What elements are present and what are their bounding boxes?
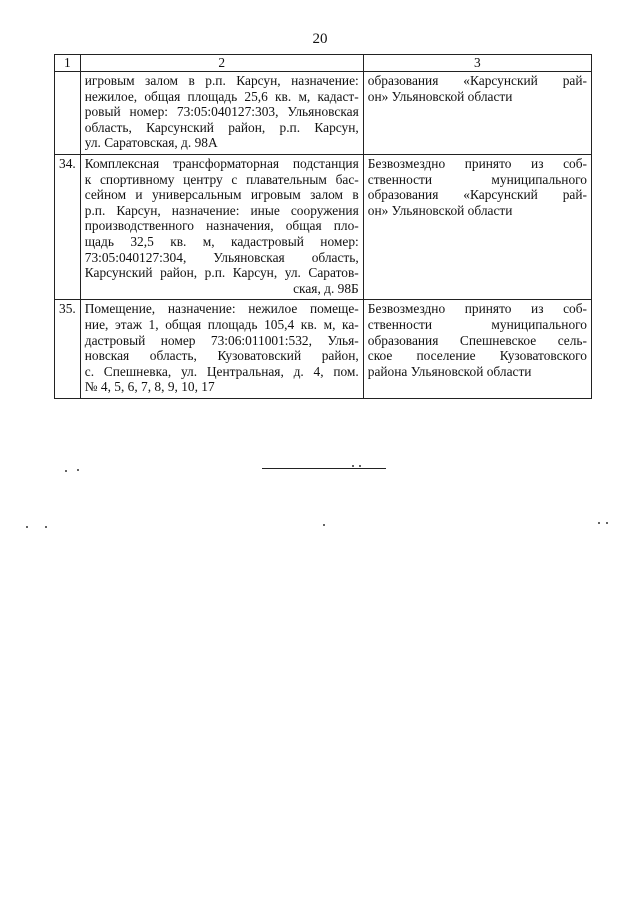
text-line: Безвозмездно принято из соб-	[367, 301, 587, 317]
text-line: ние, этаж 1, общая площадь 105,4 кв. м, ка-	[84, 316, 359, 332]
text-line: нежилое, общая площадь 25,6 кв. м, кадаст-	[84, 88, 359, 104]
text-line: 73:05:040127:304, Ульяновская область,	[84, 249, 359, 265]
text-line: № 4, 5, 6, 7, 8, 9, 10, 17	[84, 379, 215, 395]
scan-speck	[359, 465, 361, 467]
text-line: образования Спешневское сель-	[367, 332, 587, 348]
text-line: ственности муниципального	[367, 171, 587, 187]
table-row	[55, 300, 592, 399]
table-header-row	[55, 55, 592, 72]
scan-speck	[598, 522, 600, 524]
object-description	[80, 72, 363, 155]
text-line: ское поселение Кузоватовского	[367, 348, 587, 364]
text-line: область, Карсунский район, р.п. Карсун,	[84, 119, 359, 135]
text-line: дастровый номер 73:06:011001:532, Улья-	[84, 332, 359, 348]
row-number: 35.	[55, 300, 81, 399]
column-header-object: 2	[80, 55, 363, 72]
scan-speck	[77, 469, 79, 471]
text-line: с. Спешневка, ул. Центральная, д. 4, пом.	[84, 363, 359, 379]
text-line: новская область, Кузоватовский район,	[84, 348, 359, 364]
column-header-basis: 3	[363, 55, 591, 72]
end-of-document-rule	[262, 468, 386, 469]
transfer-basis	[363, 72, 591, 155]
text-line: образования «Карсунский рай-	[367, 73, 587, 88]
scan-speck	[323, 524, 325, 526]
scan-speck	[65, 470, 67, 472]
text-line: ровый номер: 73:05:040127:303, Ульяновская	[84, 104, 359, 120]
scan-speck	[45, 526, 47, 528]
text-line: ул. Саратовская, д. 98А	[84, 135, 218, 151]
table-row	[55, 72, 592, 155]
text-line: р.п. Карсун, назначение: иные сооружения	[84, 202, 359, 218]
text-line: ственности муниципального	[367, 316, 587, 332]
page-number: 20	[312, 31, 328, 47]
text-line: производственного назначения, общая пло-	[84, 218, 359, 234]
table-row	[55, 154, 592, 299]
text-line: игровым залом в р.п. Карсун, назначение:	[84, 73, 359, 88]
text-line: сейном и универсальным игровым залом в	[84, 187, 359, 203]
text-line: щадь 32,5 кв. м, кадастровый номер:	[84, 233, 359, 249]
text-line: ская, д. 98Б	[293, 280, 359, 296]
text-line: к спортивному центру с плавательным бас-	[84, 171, 359, 187]
object-description	[80, 154, 363, 299]
row-number: 34.	[55, 154, 81, 299]
transfer-basis	[363, 300, 591, 399]
scan-speck	[606, 522, 608, 524]
transfer-basis	[363, 154, 591, 299]
column-header-number: 1	[55, 55, 81, 72]
text-line: он» Ульяновской области	[367, 88, 513, 104]
text-line: района Ульяновской области	[367, 363, 532, 379]
text-line: он» Ульяновской области	[367, 202, 513, 218]
row-number	[55, 72, 81, 155]
text-line: Комплексная трансформаторная подстанция	[84, 155, 359, 171]
text-line: Безвозмездно принято из соб-	[367, 155, 587, 171]
text-line: Карсунский район, р.п. Карсун, ул. Саратов-	[84, 265, 359, 281]
text-line: образования «Карсунский рай-	[367, 187, 587, 203]
property-table	[54, 54, 592, 399]
text-line: Помещение, назначение: нежилое помеще-	[84, 301, 359, 317]
scan-speck	[26, 526, 28, 528]
scan-speck	[352, 465, 354, 467]
object-description	[80, 300, 363, 399]
